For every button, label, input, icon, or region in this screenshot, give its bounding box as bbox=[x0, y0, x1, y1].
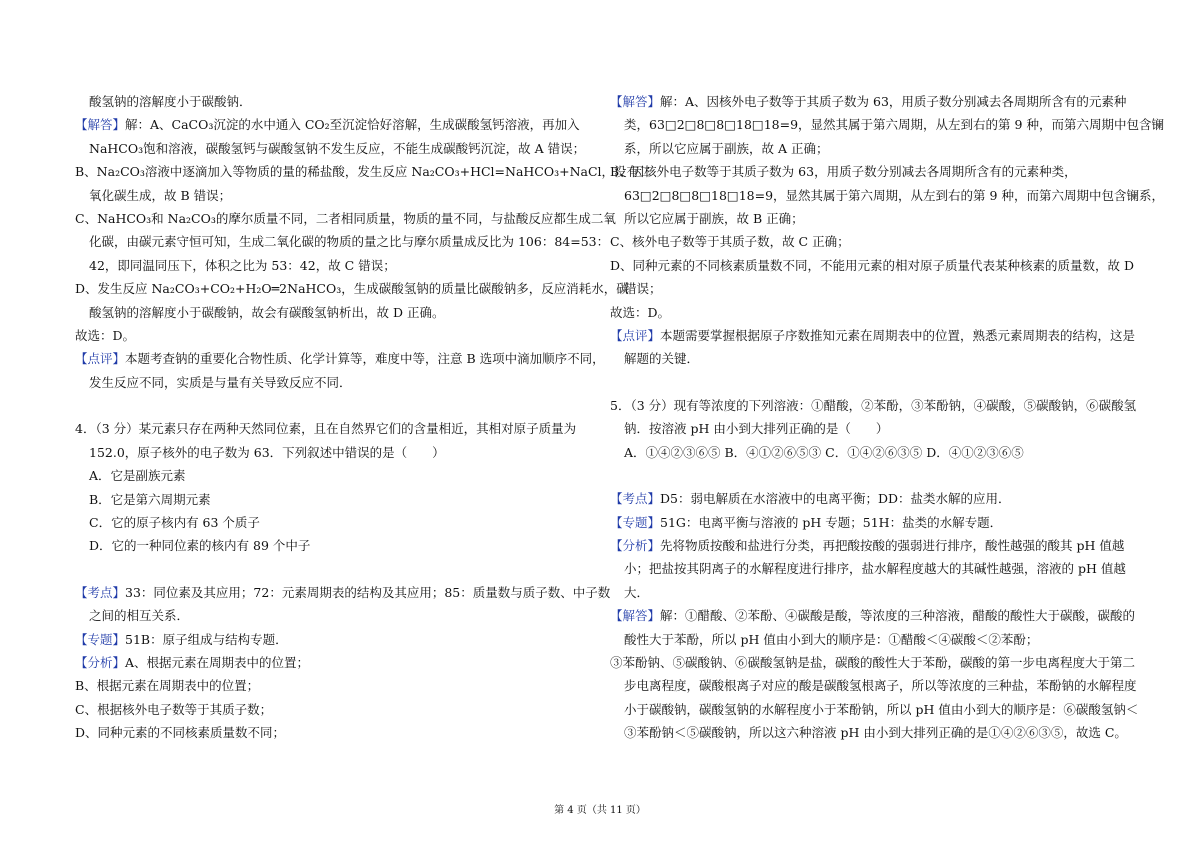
section-tag: 【专题】 bbox=[75, 631, 126, 647]
text-line bbox=[610, 90, 1130, 113]
line-text: 酸氢钠的溶解度小于碳酸钠． bbox=[89, 94, 252, 109]
section-tag: 【考点】 bbox=[610, 491, 661, 507]
line-text: 解：A、因核外电子数等于其质子数为 63，用质子数分别减去各周期所含有的元素种 bbox=[660, 94, 1127, 109]
line-text: 之间的相互关系． bbox=[89, 608, 190, 624]
text-line bbox=[75, 113, 590, 136]
text-line bbox=[610, 417, 1130, 440]
line-text: C、根据核外电子数等于其质子数； bbox=[75, 701, 273, 717]
text-line bbox=[610, 277, 1130, 300]
text-line bbox=[610, 628, 1130, 651]
line-text: C．它的原子核内有 63 个质子 bbox=[89, 514, 260, 530]
line-text: 63□2□8□8□18□18=9，显然其属于第六周期，从左到右的第 9 种，而第六周期中包含镧系， bbox=[624, 187, 1164, 203]
text-line bbox=[75, 347, 605, 370]
text-line bbox=[610, 674, 1137, 697]
text-line bbox=[610, 137, 1130, 160]
line-text: 故选：D。 bbox=[75, 328, 136, 344]
text-line bbox=[75, 301, 590, 324]
line-text: 错误； bbox=[624, 281, 662, 297]
line-text: 本题考查钠的重要化合物性质、化学计算等，难度中等，注意 B 选项中滴加顺序不同， bbox=[125, 351, 605, 367]
line-text: 钠．按溶液 pH 由小到大排列正确的是（ ） bbox=[624, 421, 889, 437]
spacer bbox=[610, 371, 1130, 394]
text-line bbox=[610, 254, 1135, 277]
section-tag: 【分析】 bbox=[75, 654, 126, 670]
line-text: 5．（3 分）现有等浓度的下列溶液：①醋酸，②苯酚，③苯酚钠，④碳酸，⑤碳酸钠，⑥碳酸氢 bbox=[610, 397, 1137, 413]
text-line bbox=[610, 324, 1136, 347]
page-footer: 第 4 页（共 11 页） bbox=[554, 805, 646, 816]
text-line bbox=[610, 441, 1130, 464]
text-line bbox=[610, 207, 1130, 230]
line-text: 42，即同温同压下，体积之比为 53：42，故 C 错误； bbox=[89, 257, 396, 273]
line-text: A、根据元素在周期表中的位置； bbox=[125, 654, 310, 670]
section-tag: 【点评】 bbox=[610, 328, 661, 344]
line-text: 步电离程度，碳酸根离子对应的酸是碳酸氢根离子，所以等浓度的三种盐，苯酚钠的水解程度 bbox=[624, 678, 1137, 694]
text-line bbox=[610, 557, 1130, 580]
line-text: D、同种元素的不同核素质量数不同； bbox=[75, 725, 286, 741]
section-tag: 【解答】 bbox=[75, 117, 126, 133]
text-line bbox=[75, 230, 610, 253]
text-line bbox=[610, 230, 1130, 253]
text-line bbox=[75, 651, 590, 674]
text-line bbox=[610, 511, 1130, 534]
text-line bbox=[610, 487, 1130, 510]
text-line bbox=[610, 604, 1136, 627]
line-text: ③苯酚钠、⑤碳酸钠、⑥碳酸氢钠是盐，碳酸的酸性大于苯酚，碳酸的第一步电离程度大于第二 bbox=[610, 654, 1136, 670]
text-line bbox=[75, 417, 590, 440]
line-text: 氧化碳生成，故 B 错误； bbox=[89, 187, 232, 203]
spacer bbox=[75, 394, 590, 417]
text-line bbox=[610, 651, 1136, 674]
text-line bbox=[75, 698, 590, 721]
text-line bbox=[610, 347, 1130, 370]
text-line bbox=[610, 301, 1130, 324]
line-text: 解：①醋酸、②苯酚、④碳酸是酸，等浓度的三种溶液，醋酸的酸性大于碳酸，碳酸的 bbox=[660, 608, 1136, 624]
line-text: B．它是第六周期元素 bbox=[89, 491, 211, 507]
text-line bbox=[75, 137, 590, 160]
line-text: D5：弱电解质在水溶液中的电离平衡；DD：盐类水解的应用． bbox=[660, 491, 1011, 507]
text-line bbox=[75, 464, 590, 487]
text-line bbox=[75, 254, 590, 277]
text-line bbox=[75, 721, 590, 744]
spacer bbox=[75, 558, 590, 581]
line-text: A．它是副族元素 bbox=[89, 468, 186, 484]
text-line bbox=[610, 534, 1130, 557]
text-line bbox=[75, 441, 590, 464]
line-text: 解题的关键． bbox=[624, 351, 700, 367]
text-line bbox=[75, 534, 590, 557]
line-text: 小；把盐按其阴离子的水解程度进行排序，盐水解程度越大的其碱性越强，溶液的 pH 值越 bbox=[624, 561, 1126, 577]
right-column bbox=[610, 90, 1164, 745]
line-text: 本题需要掌握根据原子序数推知元素在周期表中的位置，熟悉元素周期表的结构，这是 bbox=[660, 328, 1136, 344]
text-line bbox=[610, 394, 1137, 417]
line-text: C、NaHCO₃和 Na₂CO₃的摩尔质量不同，二者相同质量，物质的量不同，与盐酸反应都生成二氧 bbox=[75, 211, 616, 227]
line-text: 发生反应不同，实质是与量有关导致反应不同． bbox=[89, 374, 352, 390]
text-line bbox=[610, 184, 1164, 207]
line-text: ③苯酚钠＜⑤碳酸钠，所以这六种溶液 pH 由小到大排列正确的是①④②⑥③⑤，故选 C。 bbox=[624, 725, 1127, 741]
line-text: B、根据元素在周期表中的位置； bbox=[75, 678, 260, 694]
text-line bbox=[75, 90, 590, 113]
text-line bbox=[75, 604, 590, 627]
text-line bbox=[610, 581, 1130, 604]
text-line bbox=[75, 371, 590, 394]
text-line bbox=[75, 184, 590, 207]
line-text: 类，63□2□8□8□18□18=9，显然其属于第六周期，从左到右的第 9 种，而第六周期中包含镧 bbox=[624, 117, 1164, 133]
section-tag: 【点评】 bbox=[75, 351, 126, 367]
line-text: 故选：D。 bbox=[610, 304, 671, 320]
line-text: 解：A、CaCO₃沉淀的水中通入 CO₂至沉淀恰好溶解，生成碳酸氢钙溶液，再加入 bbox=[125, 117, 580, 133]
line-text: 系，所以它应属于副族，故 A 正确； bbox=[624, 140, 829, 156]
text-line bbox=[610, 160, 1130, 183]
section-tag: 【专题】 bbox=[610, 514, 661, 530]
section-tag: 【分析】 bbox=[610, 537, 661, 553]
text-line bbox=[75, 511, 590, 534]
text-line bbox=[610, 698, 1139, 721]
section-tag: 【考点】 bbox=[75, 584, 126, 600]
text-line bbox=[610, 721, 1130, 744]
line-text: D、发生反应 Na₂CO₃+CO₂+H₂O═2NaHCO₃，生成碳酸氢钠的质量比碳酸钠多，反应消耗水，碳 bbox=[75, 281, 629, 297]
section-tag: 【解答】 bbox=[610, 608, 661, 624]
line-text: A．①④②③⑥⑤ B．④①②⑥⑤③ C．①④②⑥③⑤ D．④①②③⑥⑤ bbox=[624, 444, 1024, 460]
line-text: NaHCO₃饱和溶液，碳酸氢钙与碳酸氢钠不发生反应，不能生成碳酸钙沉淀，故 A 错误； bbox=[89, 140, 586, 156]
text-line bbox=[75, 488, 590, 511]
text-line bbox=[610, 113, 1164, 136]
line-text: 152.0，原子核外的电子数为 63．下列叙述中错误的是（ ） bbox=[89, 444, 445, 460]
text-line bbox=[75, 324, 590, 347]
line-text: 酸性大于苯酚，所以 pH 值由小到大的顺序是：①醋酸＜④碳酸＜②苯酚； bbox=[624, 631, 1039, 647]
line-text: 酸氢钠的溶解度小于碳酸钠，故会有碳酸氢钠析出，故 D 正确。 bbox=[89, 304, 445, 320]
line-text: 4．（3 分）某元素只存在两种天然同位素，且在自然界它们的含量相近，其相对原子质量为 bbox=[75, 421, 577, 437]
line-text: 大． bbox=[624, 584, 650, 600]
line-text: 33：同位素及其应用；72：元素周期表的结构及其应用；85：质量数与质子数、中子数 bbox=[125, 584, 611, 600]
left-column bbox=[75, 90, 652, 745]
line-text: C、核外电子数等于其质子数，故 C 正确； bbox=[610, 234, 850, 250]
text-line bbox=[75, 207, 616, 230]
line-text: 51G：电离平衡与溶液的 pH 专题；51H：盐类的水解专题． bbox=[660, 514, 1003, 530]
section-tag: 【解答】 bbox=[610, 94, 661, 109]
text-line bbox=[75, 277, 629, 300]
line-text: 所以它应属于副族，故 B 正确； bbox=[624, 211, 804, 227]
text-line bbox=[75, 581, 611, 604]
line-text: 化碳，由碳元素守恒可知，生成二氧化碳的物质的量之比与摩尔质量成反比为 106：84=53： bbox=[89, 234, 610, 250]
spacer bbox=[610, 464, 1130, 487]
line-text: 小于碳酸钠，碳酸氢钠的水解程度小于苯酚钠，所以 pH 值由小到大的顺序是：⑥碳酸氢钠＜ bbox=[624, 701, 1139, 717]
line-text: B、因核外电子数等于其质子数为 63，用质子数分别减去各周期所含有的元素种类， bbox=[610, 164, 1077, 180]
line-text: D．它的一种同位素的核内有 89 个中子 bbox=[89, 538, 311, 554]
text-line bbox=[75, 160, 652, 183]
line-text: B、Na₂CO₃溶液中逐滴加入等物质的量的稀盐酸，发生反应 Na₂CO₃+HCl=NaHCO₃+NaCl，没有二 bbox=[75, 164, 652, 180]
line-text: 先将物质按酸和盐进行分类，再把酸按酸的强弱进行排序，酸性越强的酸其 pH 值越 bbox=[660, 537, 1125, 553]
line-text: 51B：原子组成与结构专题． bbox=[125, 631, 288, 647]
line-text: D、同种元素的不同核素质量数不同，不能用元素的相对原子质量代表某种核素的质量数，故 D bbox=[610, 257, 1135, 273]
text-line bbox=[75, 628, 590, 651]
text-line bbox=[75, 674, 590, 697]
